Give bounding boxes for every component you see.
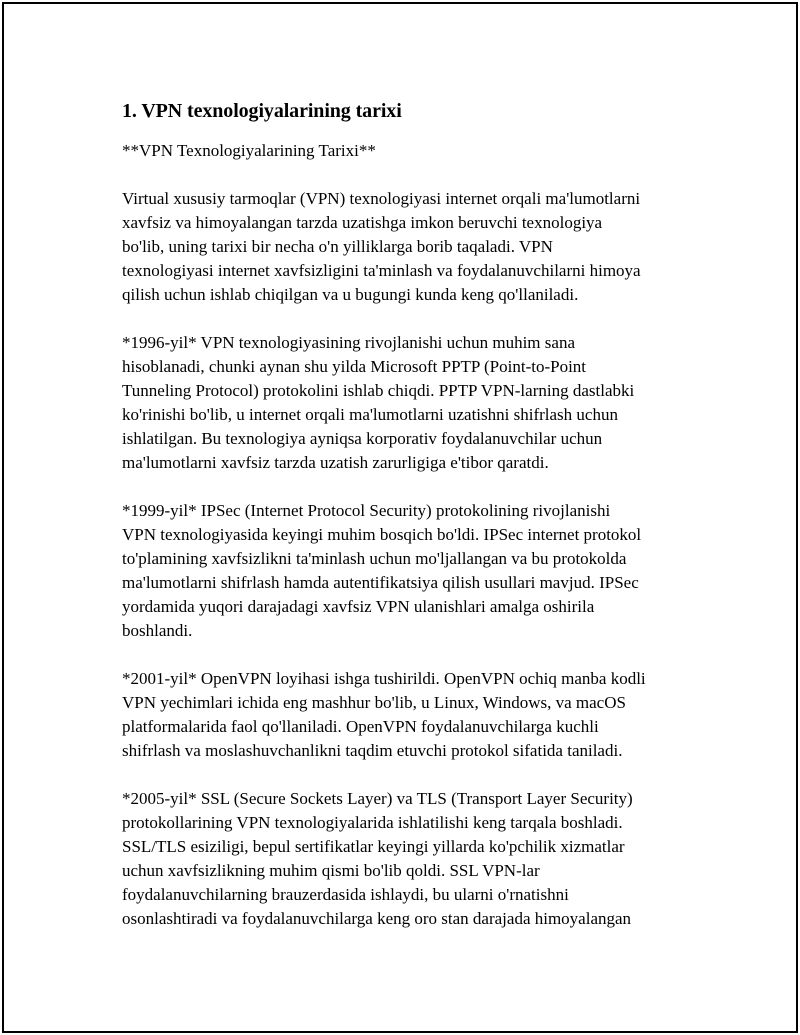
- paragraph-line: uchun xavfsizlikning muhim qismi bo'lib qoldi. SSL VPN-lar: [122, 861, 540, 880]
- paragraph-line: VPN yechimlari ichida eng mashhur bo'lib, u Linux, Windows, va macOS: [122, 693, 626, 712]
- paragraph-2001: [122, 667, 702, 763]
- paragraph-line: ishlatilgan. Bu texnologiya ayniqsa korporativ foydalanuvchilar uchun: [122, 429, 603, 448]
- paragraph-line: osonlashtiradi va foydalanuvchilarga keng oro stan darajada himoyalangan: [122, 909, 632, 928]
- paragraph-line: Virtual xususiy tarmoqlar (VPN) texnologiyasi internet orqali ma'lumotlarni: [122, 189, 641, 208]
- paragraph-line: protokollarining VPN texnologiyalarida ishlatilishi keng tarqala boshladi.: [122, 813, 623, 832]
- paragraph-line: platformalarida faol qo'llaniladi. OpenVPN foydalanuvchilarga kuchli: [122, 717, 599, 736]
- paragraph-line: *2001-yil* OpenVPN loyihasi ishga tushirildi. OpenVPN ochiq manba kodli: [122, 669, 646, 688]
- document-subtitle: **VPN Texnologiyalarining Tarixi**: [122, 141, 376, 160]
- paragraph-line: hisoblanadi, chunki aynan shu yilda Microsoft PPTP (Point-to-Point: [122, 357, 587, 376]
- paragraph-line: ma'lumotlarni shifrlash hamda autentifikatsiya qilish usullari mavjud. IPSec: [122, 573, 639, 592]
- paragraph-line: foydalanuvchilarning brauzerdasida ishlaydi, bu ularni o'rnatishni: [122, 885, 569, 904]
- paragraph-line: ma'lumotlarni xavfsiz tarzda uzatish zarurligiga e'tibor qaratdi.: [122, 453, 549, 472]
- paragraph-line: to'plamining xavfsizlikni ta'minlash uchun mo'ljallangan va bu protokolda: [122, 549, 627, 568]
- paragraph-line: *1999-yil* IPSec (Internet Protocol Security) protokolining rivojlanishi: [122, 501, 611, 520]
- document-heading: 1. VPN texnologiyalarining tarixi: [122, 100, 402, 122]
- paragraph-2005: [122, 787, 702, 931]
- paragraph-line: *1996-yil* VPN texnologiyasining rivojlanishi uchun muhim sana: [122, 333, 575, 352]
- paragraph-1996: [122, 331, 702, 475]
- paragraph-line: bo'lib, uning tarixi bir necha o'n yilliklarga borib taqaladi. VPN: [122, 237, 553, 256]
- paragraph-line: VPN texnologiyasida keyingi muhim bosqich bo'ldi. IPSec internet protokol: [122, 525, 642, 544]
- paragraph-1999: [122, 499, 702, 643]
- paragraph-line: shifrlash va moslashuvchanlikni taqdim etuvchi protokol sifatida taniladi.: [122, 741, 623, 760]
- paragraph-line: ko'rinishi bo'lib, u internet orqali ma'lumotlarni uzatishni shifrlash uchun: [122, 405, 618, 424]
- document-page: [2, 2, 798, 1033]
- paragraph-line: Tunneling Protocol) protokolini ishlab chiqdi. PPTP VPN-larning dastlabki: [122, 381, 635, 400]
- paragraph-line: SSL/TLS esiziligi, bepul sertifikatlar keyingi yillarda ko'pchilik xizmatlar: [122, 837, 625, 856]
- paragraph-intro: [122, 187, 702, 307]
- paragraph-line: texnologiyasi internet xavfsizligini ta'minlash va foydalanuvchilarni himoya: [122, 261, 641, 280]
- paragraph-line: boshlandi.: [122, 621, 193, 640]
- paragraph-line: yordamida yuqori darajadagi xavfsiz VPN ulanishlari amalga oshirila: [122, 597, 595, 616]
- paragraph-line: qilish uchun ishlab chiqilgan va u bugungi kunda keng qo'llaniladi.: [122, 285, 579, 304]
- document-content: [122, 97, 702, 931]
- paragraph-line: *2005-yil* SSL (Secure Sockets Layer) va TLS (Transport Layer Security): [122, 789, 633, 808]
- paragraph-line: xavfsiz va himoyalangan tarzda uzatishga imkon beruvchi texnologiya: [122, 213, 603, 232]
